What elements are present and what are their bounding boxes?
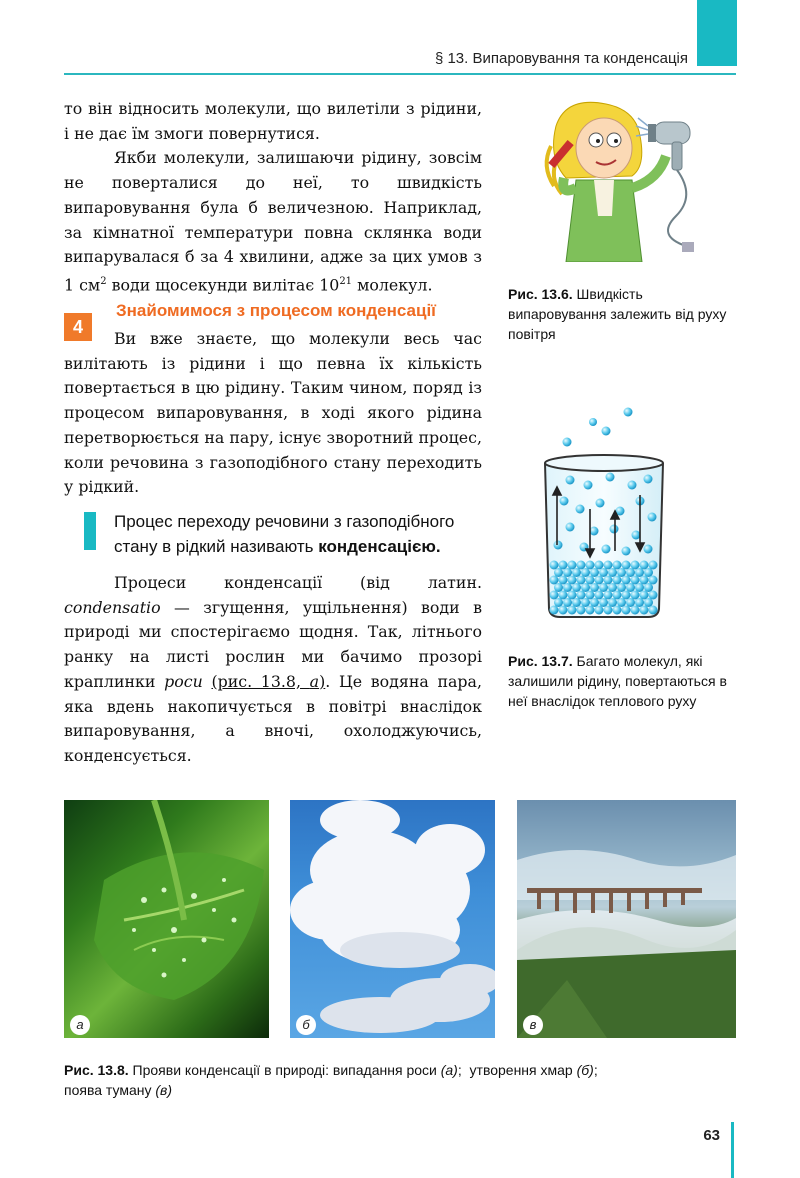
photo-clouds — [290, 800, 495, 1038]
figure-reference-link[interactable]: (рис. 13.8, а) — [211, 671, 326, 691]
figure-13-6-illustration — [536, 96, 712, 262]
paragraph-condensation-intro: Ви вже знаєте, що молекули весь час вилітають із рідини і що певна їх кількість повертається в цю рідину. Таким чином, поряд із процесом випаровування, в ході якого рідина перетворюється на пару, існує зворотний процес, коли речовина з газоподібного стану переходить у рідкий. — [64, 329, 482, 497]
photo-fog-valley — [517, 800, 736, 1038]
running-header: § 13. Випаровування та конденсація — [434, 50, 688, 67]
definition-marker — [84, 512, 96, 550]
page-number-marker — [731, 1122, 734, 1178]
photo-dew-on-leaf — [64, 800, 269, 1038]
figure-13-6-caption: Рис. 13.6. Швидкість випаровування залежить від руху повітря — [508, 286, 727, 342]
page-number: 63 — [703, 1127, 720, 1144]
photo-letter-b: б — [296, 1015, 316, 1035]
section-title: Знайомимося з процесом конденсації — [116, 301, 436, 320]
text-block-section — [64, 327, 482, 500]
photo-letter-c: в — [523, 1015, 543, 1035]
section-number-badge: 4 — [64, 313, 92, 341]
paragraph-nature: Процеси конденсації (від латин. condensatio — згущення, ущільнення) води в природі ми спостерігаємо щодня. Так, літнього ранку на листі рослин ми бачимо прозорі краплинки роси (рис. 13.8, а). Це водяна пара, яка вдень накопичується в повітрі внаслідок випаровування, а вночі, охолоджуючись, конденсується. — [64, 573, 482, 765]
definition-term: конденсацією. — [318, 537, 441, 556]
figure-13-7-illustration — [540, 405, 668, 619]
text-block-bottom — [64, 571, 482, 769]
paragraph-speed: Якби молекули, залишаючи рідину, зовсім не поверталися до неї, то швидкість випаровування була б величезною. Наприклад, за кімнатної температури повна склянка води випарувалася б за 4 хвилини, адже за цих умов з 1 $см^2$ води щосекунди вилітає $10^{21}$ молекул. — [64, 148, 482, 295]
photo-letter-a: а — [70, 1015, 90, 1035]
definition-box: Процес переходу речовини з газоподібного стану в рідкий називають конденсацією. — [114, 512, 455, 556]
paragraph-continuation: то він відносить молекули, що вилетіли з рідини, і не дає їм змоги повернутися. — [64, 99, 482, 143]
header-tab-marker — [697, 0, 737, 66]
figure-13-8-caption: Рис. 13.8. Прояви конденсації в природі: випадання роси (а); утворення хмар (б); поява туману (в) — [64, 1062, 598, 1098]
header-divider — [64, 73, 736, 75]
figure-13-7-caption: Рис. 13.7. Багато молекул, які залишили рідину, повертаються в неї внаслідок теплового руху — [508, 653, 727, 709]
text-block-top — [64, 97, 482, 298]
